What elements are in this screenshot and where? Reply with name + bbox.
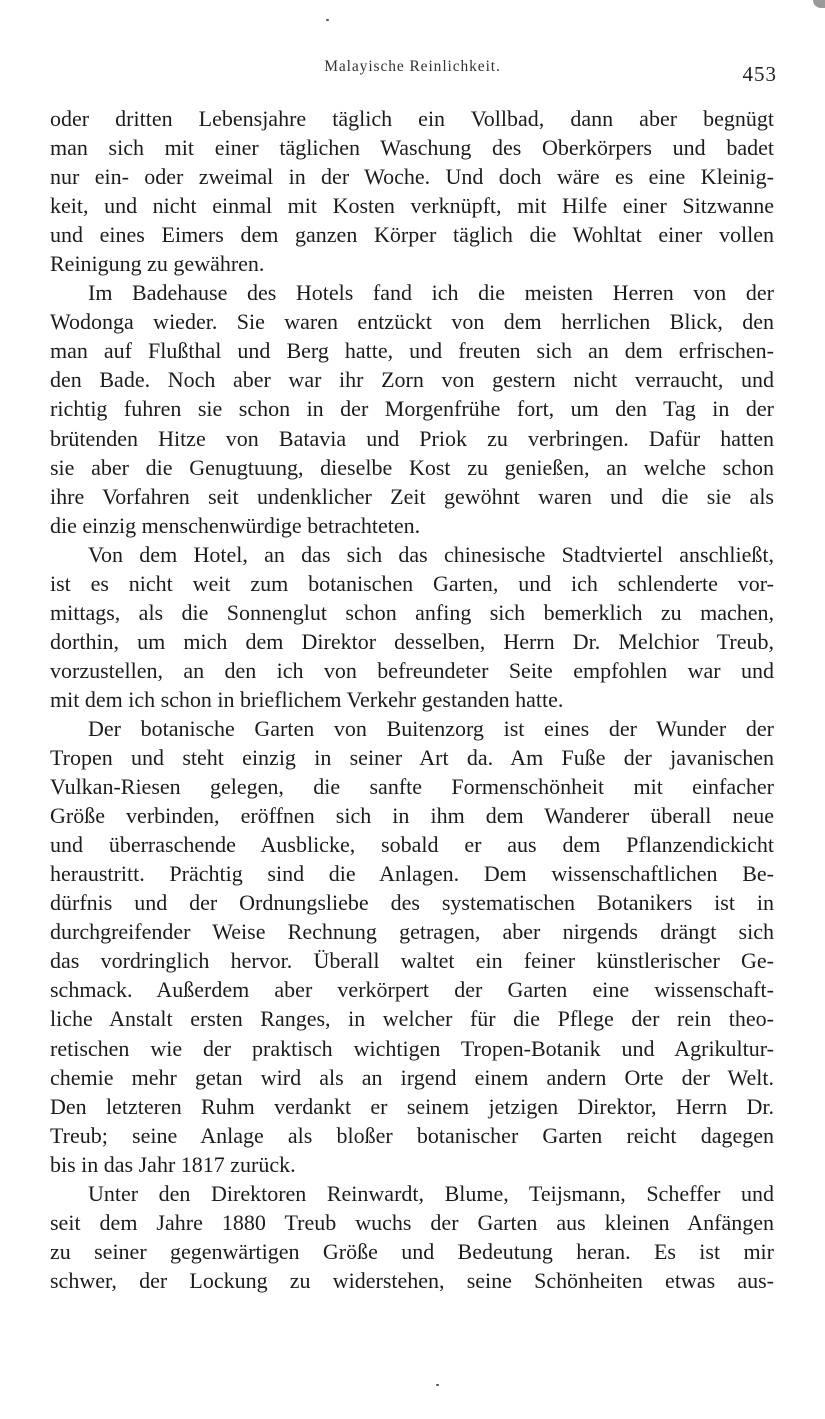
text-line: keit, und nicht einmal mit Kosten verknüpft, mit Hilfe einer Sitzwanne [50,193,774,219]
body-text [50,104,774,1295]
text-line: liche Anstalt ersten Ranges, in welcher für die Pflege der rein theo- [50,1006,774,1032]
text-line: Unter den Direktoren Reinwardt, Blume, Teijsmann, Scheffer und [88,1180,774,1206]
running-head: Malayische Reinlichkeit. [324,58,501,75]
text-line: man sich mit einer täglichen Waschung des Oberkörpers und badet [50,135,774,161]
scan-speck [326,19,329,21]
page-header [0,56,825,84]
text-line: ihre Vorfahren seit undenklicher Zeit gewöhnt waren und die sie als [50,483,774,509]
text-line: seit dem Jahre 1880 Treub wuchs der Garten aus kleinen Anfängen [50,1209,774,1235]
paragraph [50,104,774,278]
text-line: ist es nicht weit zum botanischen Garten, und ich schlenderte vor- [50,570,774,596]
text-line: sie aber die Genugtuung, dieselbe Kost zu genießen, an welche schon [50,454,774,480]
paragraph [50,278,774,539]
text-line: Größe verbinden, eröffnen sich in ihm dem Wanderer überall neue [50,803,774,829]
paragraph [50,540,774,714]
text-line: man auf Flußthal und Berg hatte, und freuten sich an dem erfrischen- [50,338,774,364]
text-line: Vulkan-Riesen gelegen, die sanfte Formenschönheit mit einfacher [50,774,774,800]
scan-edge-mark [813,0,825,8]
text-line: zu seiner gegenwärtigen Größe und Bedeutung heran. Es ist mir [50,1238,774,1264]
text-line: und überraschende Ausblicke, sobald er aus dem Pflanzendickicht [50,832,774,858]
text-line: die einzig menschenwürdige betrachteten. [50,512,421,538]
text-line: das vordringlich hervor. Überall waltet ein feiner künstlerischer Ge- [50,948,774,974]
text-line: den Bade. Noch aber war ihr Zorn von gestern nicht verraucht, und [50,367,774,393]
text-line: oder dritten Lebensjahre täglich ein Vollbad, dann aber begnügt [50,106,774,131]
text-line: heraustritt. Prächtig sind die Anlagen. Dem wissenschaftlichen Be- [50,861,774,887]
text-line: Treub; seine Anlage als bloßer botanischer Garten reicht dagegen [50,1122,774,1148]
text-line: Wodonga wieder. Sie waren entzückt von dem herrlichen Blick, den [50,309,774,335]
paragraph [50,714,774,1179]
text-line: dorthin, um mich dem Direktor desselben, Herrn Dr. Melchior Treub, [50,628,774,654]
text-line: Tropen und steht einzig in seiner Art da. Am Fuße der javanischen [50,745,774,771]
text-line: Im Badehause des Hotels fand ich die meisten Herren von der [88,280,774,306]
text-line: dürfnis und der Ordnungsliebe des systematischen Botanikers ist in [50,890,774,916]
text-line: retischen wie der praktisch wichtigen Tropen-Botanik und Agrikultur- [50,1035,774,1061]
text-line: brütenden Hitze von Batavia und Priok zu verbringen. Dafür hatten [50,425,774,451]
text-line: vorzustellen, an den ich von befreundeter Seite empfohlen war und [50,657,774,683]
text-line: Den letzteren Ruhm verdankt er seinem jetzigen Direktor, Herrn Dr. [50,1093,774,1119]
text-line: nur ein- oder zweimal in der Woche. Und doch wäre es eine Kleinig- [50,164,774,190]
text-line: bis in das Jahr 1817 zurück. [50,1151,296,1177]
text-line: Reinigung zu gewähren. [50,251,265,277]
text-line: schmack. Außerdem aber verkörpert der Garten eine wissenschaft- [50,977,774,1003]
scan-speck [436,1384,439,1386]
text-line: mittags, als die Sonnenglut schon anfing sich bemerklich zu machen, [50,599,774,625]
text-line: Der botanische Garten von Buitenzorg ist eines der Wunder der [88,715,774,741]
text-line: schwer, der Lockung zu widerstehen, seine Schönheiten etwas aus- [50,1267,774,1293]
text-line: und eines Eimers dem ganzen Körper täglich die Wohltat einer vollen [50,222,774,248]
text-line: mit dem ich schon in brieflichem Verkehr gestanden hatte. [50,686,564,712]
text-line: durchgreifender Weise Rechnung getragen, aber nirgends drängt sich [50,919,774,945]
paragraph [50,1179,774,1295]
page-number: 453 [742,62,777,86]
text-line: richtig fuhren sie schon in der Morgenfrühe fort, um den Tag in der [50,396,774,422]
text-line: chemie mehr getan wird als an irgend einem andern Orte der Welt. [50,1064,774,1090]
text-line: Von dem Hotel, an das sich das chinesische Stadtviertel anschließt, [88,541,774,567]
